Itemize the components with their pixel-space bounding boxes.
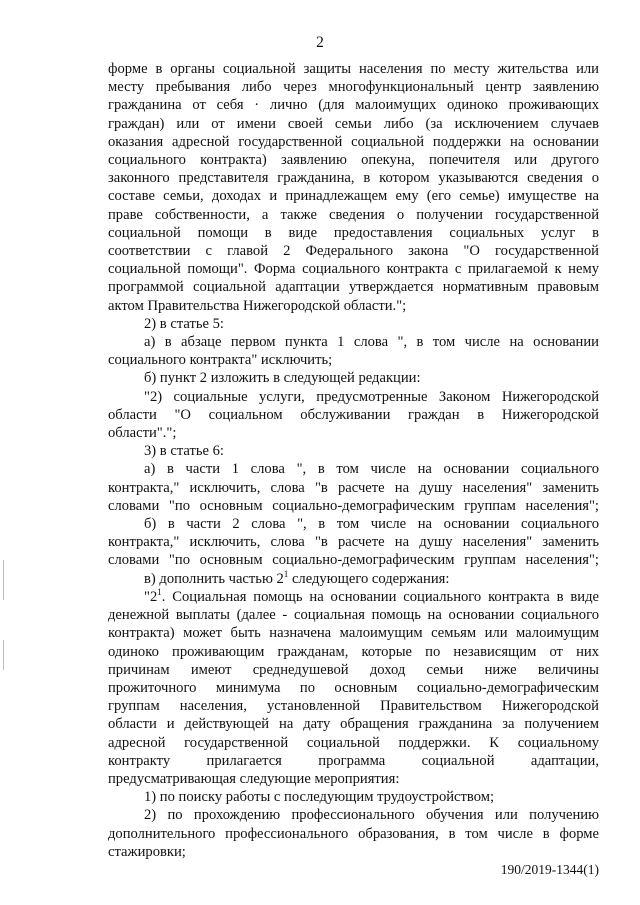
text-line: группам населения, установленной Правительством Нижегородской [108, 698, 599, 715]
text-line: месту пребывания либо через многофункциональный центр заявлению [108, 79, 599, 96]
text-line: дополнительного профессионального образования, в том числе в форме [108, 825, 599, 842]
text-line: области "О социальном обслуживании граждан в Нижегородской [108, 406, 599, 423]
text-line: соответствии с главой 2 Федерального закона "О государственной [108, 243, 599, 260]
text-line: составе семьи, доходах и принадлежащем ему (его семье) имуществе на [108, 188, 599, 205]
text-line: 2) в статье 5: [144, 315, 224, 332]
text-line: "2) социальные услуги, предусмотренные Законом Нижегородской [144, 388, 599, 405]
text-line: адресной государственной социальной поддержки. К социальному [108, 734, 599, 751]
text-line: социальной помощи". Форма социального контракта с прилагаемой к нему [108, 261, 599, 278]
text-line: б) пункт 2 изложить в следующей редакции: [144, 370, 421, 387]
document-code: 190/2019-1344(1) [500, 862, 599, 877]
text-line: предусматривающая следующие мероприятия: [108, 770, 400, 787]
text-fragment: . Социальная помощь на основании социального контракта в виде [161, 588, 599, 605]
text-line: программой социальной адаптации утверждается нормативным правовым [108, 279, 599, 296]
text-line: денежной выплаты (далее - социальная помощь на основании социального [108, 607, 599, 624]
text-line: а) в части 1 слова ", в том числе на основании социального [144, 461, 599, 478]
text-line: оказания адресной государственной социальной поддержки на основании [108, 133, 599, 150]
text-line: форме в органы социальной защиты населения по месту жительства или [108, 61, 599, 77]
document-body [108, 60, 599, 861]
text-line: граждан) или от имени своей семьи либо (за исключением случаев [108, 115, 599, 132]
text-line: а) в абзаце первом пункта 1 слова ", в том числе на основании [144, 334, 599, 351]
text-fragment: "2 [144, 588, 158, 605]
scan-edge-mark [3, 560, 4, 600]
text-line: 1) по поиску работы с последующим трудоустройством; [144, 789, 495, 806]
text-line: 3) в статье 6: [144, 443, 224, 460]
text-line: б) в части 2 слова ", в том числе на основании социального [144, 516, 599, 533]
text-line: контракту прилагается программа социальной адаптации, [108, 752, 599, 769]
text-line: актом Правительства Нижегородской области."; [108, 297, 407, 314]
superscript: 1 [157, 587, 162, 598]
text-line: контракта," исключить, слова "в расчете на душу населения" заменить [108, 534, 599, 551]
text-line: словами "по основным социально-демографическим группам населения"; [108, 552, 599, 569]
text-fragment: в) дополнить частью 2 [144, 570, 284, 587]
text-line: праве собственности, а также сведения о получении государственной [108, 206, 599, 223]
text-line: контракта," исключить, слова "в расчете на душу населения" заменить [108, 479, 599, 496]
scan-edge-mark [3, 640, 4, 670]
text-line: социального контракта" исключить; [108, 352, 333, 369]
text-line: области"."; [108, 425, 177, 442]
text-line [108, 570, 599, 588]
text-line: контракта) может быть назначена малоимущим семьям или малоимущим [108, 625, 599, 642]
text-line: словами "по основным социально-демографическим группам населения"; [108, 497, 599, 514]
text-line: области и действующей на дату обращения гражданина за получением [108, 716, 599, 733]
text-fragment: следующего содержания: [288, 570, 450, 587]
text-line: причинам имеют среднедушевой доход семьи ниже величины [108, 661, 599, 678]
text-line: 2) по прохождению профессионального обучения или получению [144, 807, 599, 824]
text-line: стажировки; [108, 843, 186, 860]
text-line: законного представителя гражданина, в котором указываются сведения о [108, 170, 599, 187]
text-line: одиноко проживающим гражданам, которые по независящим от них [108, 643, 599, 660]
text-line [108, 588, 599, 606]
superscript: 1 [283, 568, 289, 579]
text-line: социального контракта) заявлению опекуна, попечителя или другого [108, 152, 599, 169]
page-number: 2 [316, 34, 324, 51]
text-line: гражданина от себя · лично (для малоимущих одиноко проживающих [108, 97, 599, 114]
text-line: прожиточного минимума по основным социально-демографическим [108, 679, 599, 696]
text-line: социальной помощи в виде предоставления социальных услуг в [108, 224, 599, 241]
